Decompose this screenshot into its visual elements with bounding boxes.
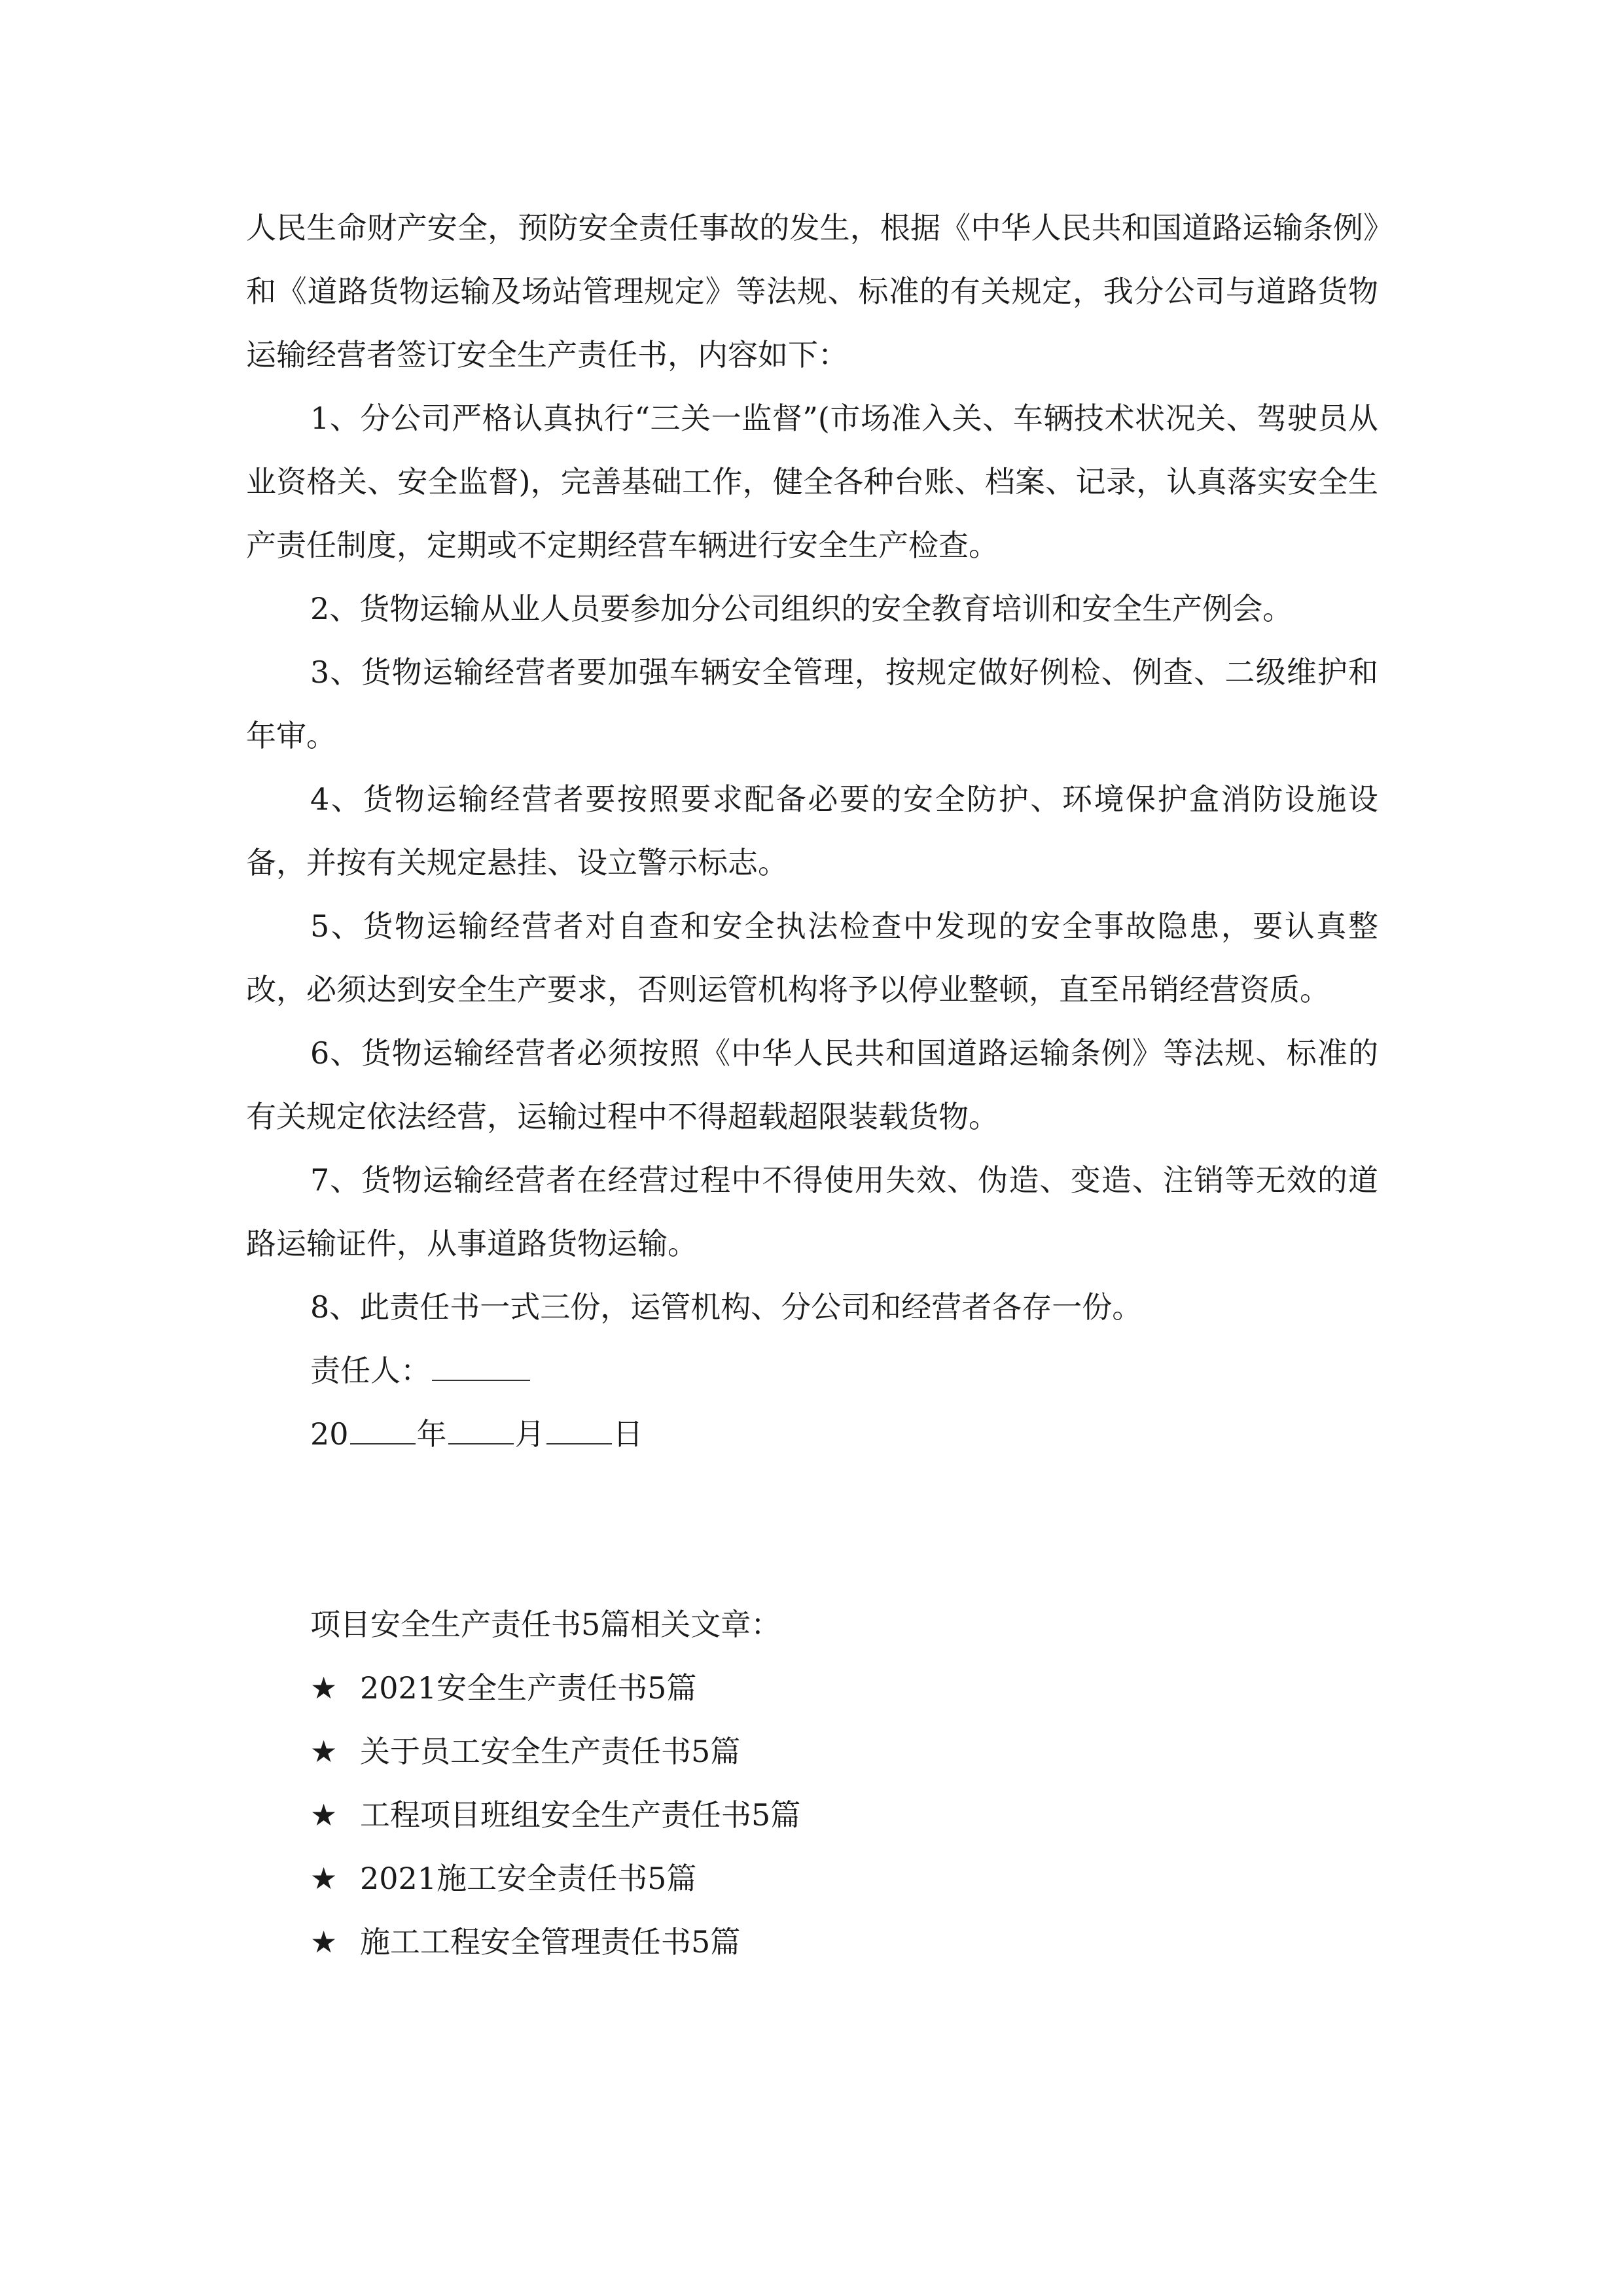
month-blank <box>448 1413 514 1444</box>
related-article-title: 工程项目班组安全生产责任书5篇 <box>360 1797 801 1833</box>
related-articles-title: 项目安全生产责任书5篇相关文章： <box>310 1607 781 1642</box>
star-icon: ★ <box>310 1797 338 1833</box>
star-icon: ★ <box>310 1861 338 1896</box>
year-label: 年 <box>416 1416 447 1452</box>
related-article-title: 施工工程安全管理责任书5篇 <box>360 1924 741 1960</box>
related-article-link[interactable] <box>246 1784 1378 1847</box>
intro-paragraph: 人民生命财产安全，预防安全责任事故的发生，根据《中华人民共和国道路运输条例》和《道路货物运输及场站管理规定》等法规、标准的有关规定，我分公司与道路货物运输经营者签订安全生产责任书，内容如下： <box>246 210 1378 372</box>
clause-6: 6、货物运输经营者必须按照《中华人民共和国道路运输条例》等法规、标准的有关规定依法经营，运输过程中不得超载超限装载货物。 <box>246 1035 1378 1134</box>
clause-1: 1、分公司严格认真执行“三关一监督”(市场准入关、车辆技术状况关、驾驶员从业资格关、安全监督)，完善基础工作，健全各种台账、档案、记录，认真落实安全生产责任制度，定期或不定期经营车辆进行安全生产检查。 <box>246 401 1378 563</box>
related-articles-list <box>246 1657 1378 1974</box>
related-article-title: 关于员工安全生产责任书5篇 <box>360 1734 741 1769</box>
related-article-title: 2021安全生产责任书5篇 <box>360 1670 697 1706</box>
document-page <box>246 196 1378 1974</box>
clause-3: 3、货物运输经营者要加强车辆安全管理，按规定做好例检、例查、二级维护和年审。 <box>246 655 1378 753</box>
related-article-link[interactable] <box>246 1720 1378 1784</box>
signature-label: 责任人： <box>310 1353 431 1388</box>
clause-2: 2、货物运输从业人员要参加分公司组织的安全教育培训和安全生产例会。 <box>310 591 1293 626</box>
clause-4: 4、货物运输经营者要按照要求配备必要的安全防护、环境保护盒消防设施设备，并按有关规定悬挂、设立警示标志。 <box>246 781 1378 880</box>
related-article-link[interactable] <box>246 1657 1378 1720</box>
related-article-link[interactable] <box>246 1910 1378 1974</box>
star-icon: ★ <box>310 1924 338 1960</box>
clause-8: 8、此责任书一式三份，运管机构、分公司和经营者各存一份。 <box>310 1289 1143 1325</box>
related-article-link[interactable] <box>246 1847 1378 1910</box>
star-icon: ★ <box>310 1734 338 1769</box>
star-icon: ★ <box>310 1670 338 1706</box>
year-blank <box>350 1413 416 1444</box>
clause-5: 5、货物运输经营者对自查和安全执法检查中发现的安全事故隐患，要认真整改，必须达到安全生产要求，否则运管机构将予以停业整顿，直至吊销经营资质。 <box>246 908 1378 1007</box>
day-label: 日 <box>613 1416 643 1452</box>
clause-7: 7、货物运输经营者在经营过程中不得使用失效、伪造、变造、注销等无效的道路运输证件，从事道路货物运输。 <box>246 1162 1378 1261</box>
related-article-title: 2021施工安全责任书5篇 <box>360 1861 697 1896</box>
section-spacer <box>246 1466 1378 1593</box>
day-blank <box>546 1413 612 1444</box>
signature-blank <box>432 1350 530 1381</box>
month-label: 月 <box>514 1416 545 1452</box>
date-line <box>246 1403 1378 1466</box>
signature-line <box>246 1339 1378 1403</box>
date-prefix: 20 <box>310 1416 349 1452</box>
